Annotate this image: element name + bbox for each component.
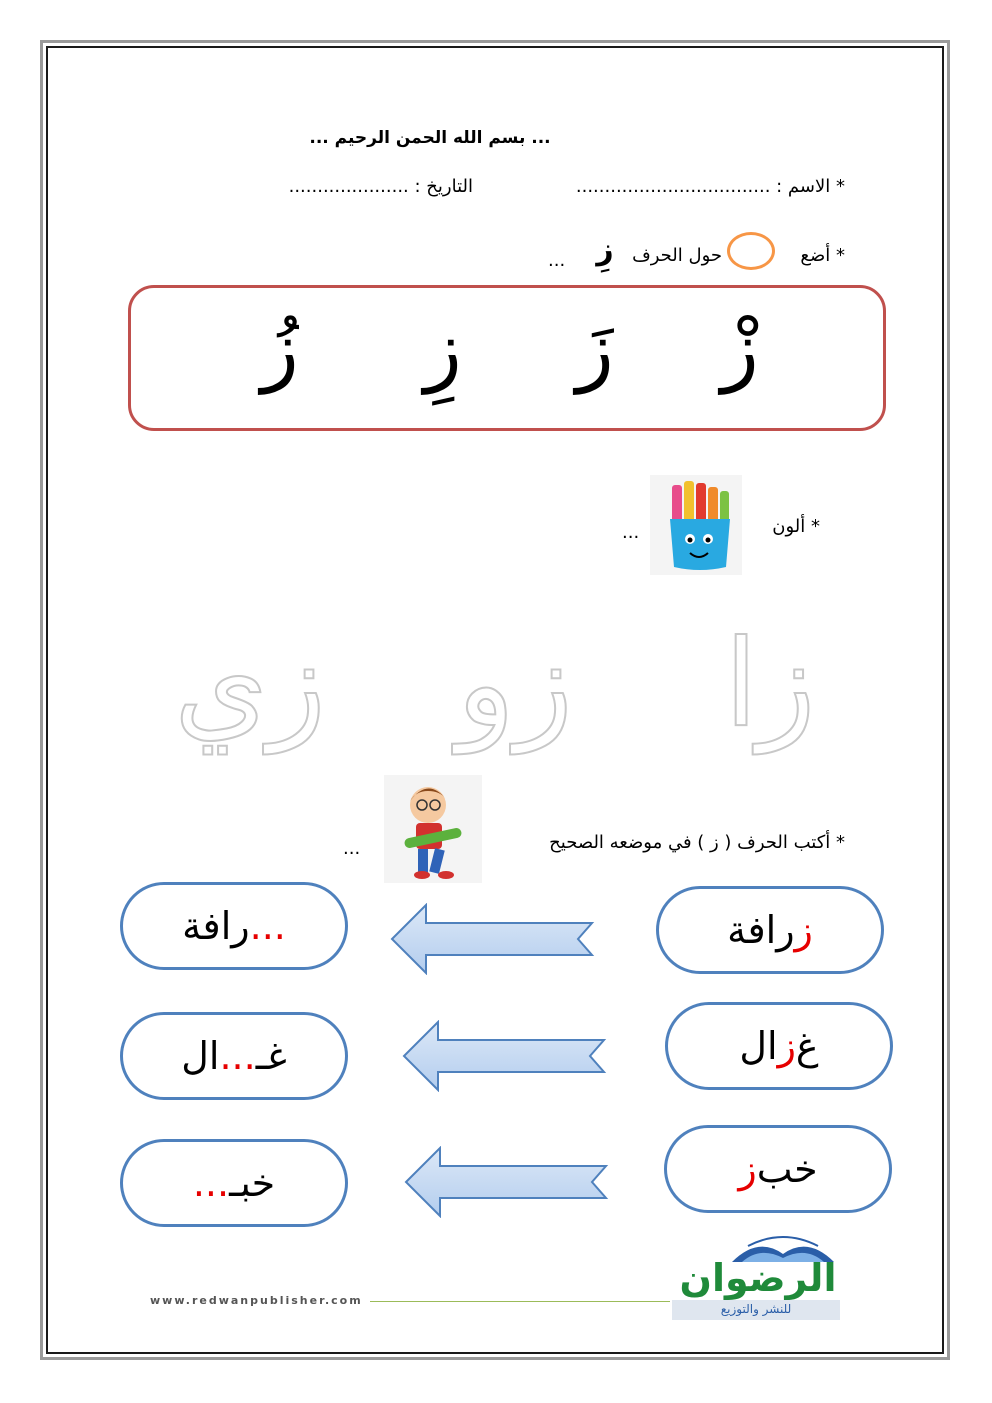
blank-word-giraffe[interactable]: ... رافة — [120, 882, 348, 970]
letter-choice-damma[interactable]: زُ — [261, 305, 299, 395]
example-word-gazelle: غ ز ال — [665, 1002, 893, 1090]
crayons-icon — [650, 475, 742, 575]
left-arrow-row-3 — [402, 1146, 612, 1218]
left-arrow-row-1 — [388, 903, 598, 975]
name-field[interactable]: * الاسم : .................................. — [575, 176, 845, 197]
date-field[interactable]: التاريخ : ..................... — [288, 176, 473, 197]
publisher-subtitle: للنشر والتوزيع — [720, 1302, 792, 1316]
circle-instruction-mid: حول الحرف — [632, 245, 722, 266]
color-instruction: * ألون — [772, 516, 820, 537]
letter-choice-sukun[interactable]: زْ — [721, 305, 759, 395]
bismillah-heading: ... بسم الله الحمن الرحيم ... — [309, 128, 551, 148]
letter-choice-fatha[interactable]: زَ — [576, 305, 614, 395]
circle-instruction-suffix: ... — [548, 250, 566, 271]
circle-shape-icon — [727, 232, 775, 270]
publisher-url: www.redwanpublisher.com — [150, 1294, 363, 1307]
write-instruction: * أكتب الحرف ( ز ) في موضعه الصحيح — [549, 832, 845, 853]
blank-word-bread[interactable]: خبـ ... — [120, 1139, 348, 1227]
boy-with-pencil-icon — [384, 775, 482, 883]
trace-syllable-za[interactable]: زا — [724, 615, 816, 754]
publisher-name: الرضوان — [679, 1256, 837, 1300]
footer-divider — [370, 1301, 670, 1302]
example-word-giraffe: ز رافة — [656, 886, 884, 974]
example-word-bread: خب ز — [664, 1125, 892, 1213]
color-instruction-suffix: ... — [622, 522, 640, 543]
left-arrow-row-2 — [400, 1020, 610, 1092]
target-letter: زِ — [596, 232, 614, 267]
trace-syllable-zi[interactable]: زي — [174, 615, 326, 754]
trace-syllable-zu[interactable]: زو — [457, 615, 573, 754]
blank-word-gazelle[interactable]: غـ ... ال — [120, 1012, 348, 1100]
circle-instruction-prefix: * أضع — [800, 245, 845, 266]
write-instruction-suffix: ... — [343, 838, 361, 859]
letter-choice-kasra[interactable]: زِ — [424, 305, 462, 395]
